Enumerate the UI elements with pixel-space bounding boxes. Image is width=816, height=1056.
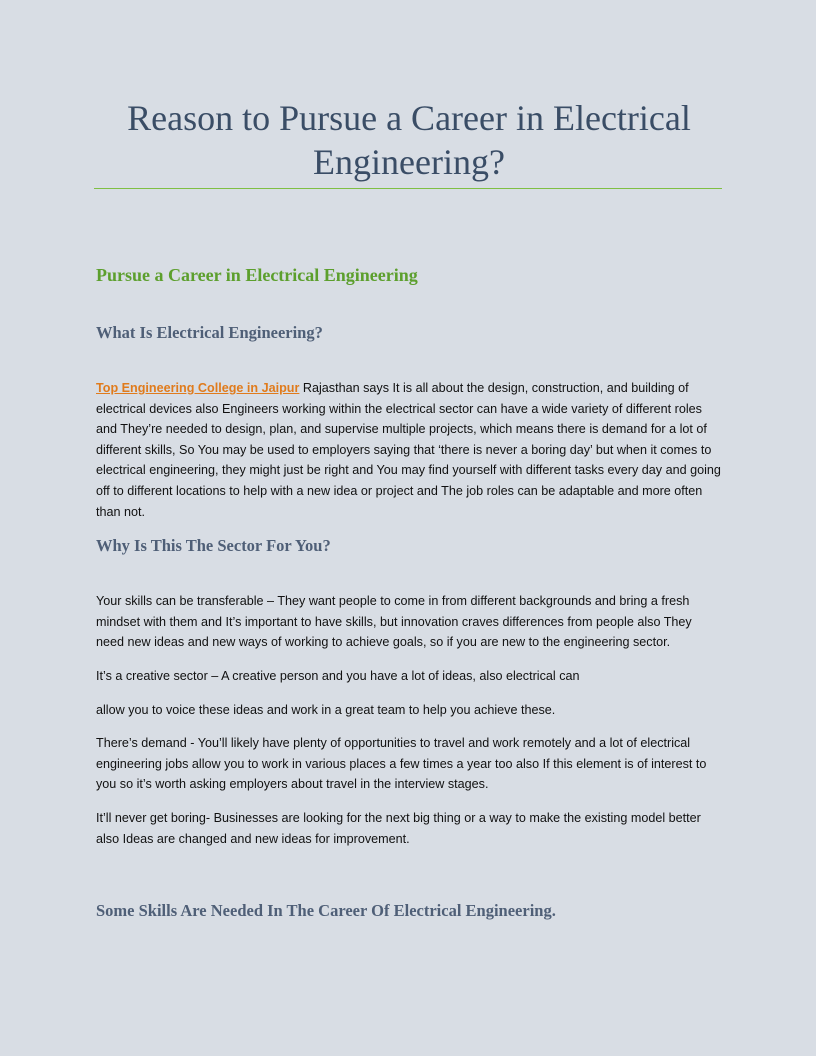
- paragraph-never-boring: It’ll never get boring- Businesses are looking for the next big thing or a way to make the existing model better also Ideas are changed and new ideas for improvement.: [96, 810, 701, 846]
- intro-paragraph: [96, 378, 722, 522]
- heading-skills-needed: Some Skills Are Needed In The Career Of Electrical Engineering.: [96, 901, 556, 921]
- intro-text: Rajasthan says It is all about the design, construction, and building of electrical devices also Engineers working within the electrical sector can have a wide variety of different roles and They’re needed to design, plan, and supervise multiple projects, which means there is demand for a lot of different skills, So You may be used to employers saying that ‘there is never a boring day’ but when it comes to electrical engineering, they might just be right and You may find yourself with different tasks every day and going off to different locations to help with a new idea or project and The job roles can be adaptable and more often than not.: [96, 381, 721, 519]
- top-engineering-college-link[interactable]: Top Engineering College in Jaipur: [96, 381, 300, 395]
- heading-pursue-career: Pursue a Career in Electrical Engineering: [96, 265, 418, 285]
- document-page: [96, 92, 722, 922]
- heading-what-is-ee: What Is Electrical Engineering?: [96, 323, 323, 342]
- paragraph-creative-sector: It’s a creative sector – A creative person and you have a lot of ideas, also electrical can: [96, 668, 580, 683]
- document-title: Reason to Pursue a Career in Electrical Engineering?: [127, 98, 691, 182]
- heading-why-sector: Why Is This The Sector For You?: [96, 536, 331, 556]
- title-underline: [94, 188, 722, 189]
- paragraph-transferable-skills: Your skills can be transferable – They want people to come in from different backgrounds and bring a fresh mindset with them and It’s important to have skills, but innovation craves differences from people also They need new ideas and new ways of working to achieve goals, so if you are new to the engineering sector.: [96, 594, 692, 650]
- paragraph-demand: There’s demand - You’ll likely have plenty of opportunities to travel and work remotely and a lot of electrical engineering jobs allow you to work in various places a few times a year too also If this element is of interest to you so it’s worth asking employers about travel in the interview stages.: [96, 736, 707, 792]
- paragraph-voice-ideas: allow you to voice these ideas and work in a great team to help you achieve these.: [96, 702, 556, 717]
